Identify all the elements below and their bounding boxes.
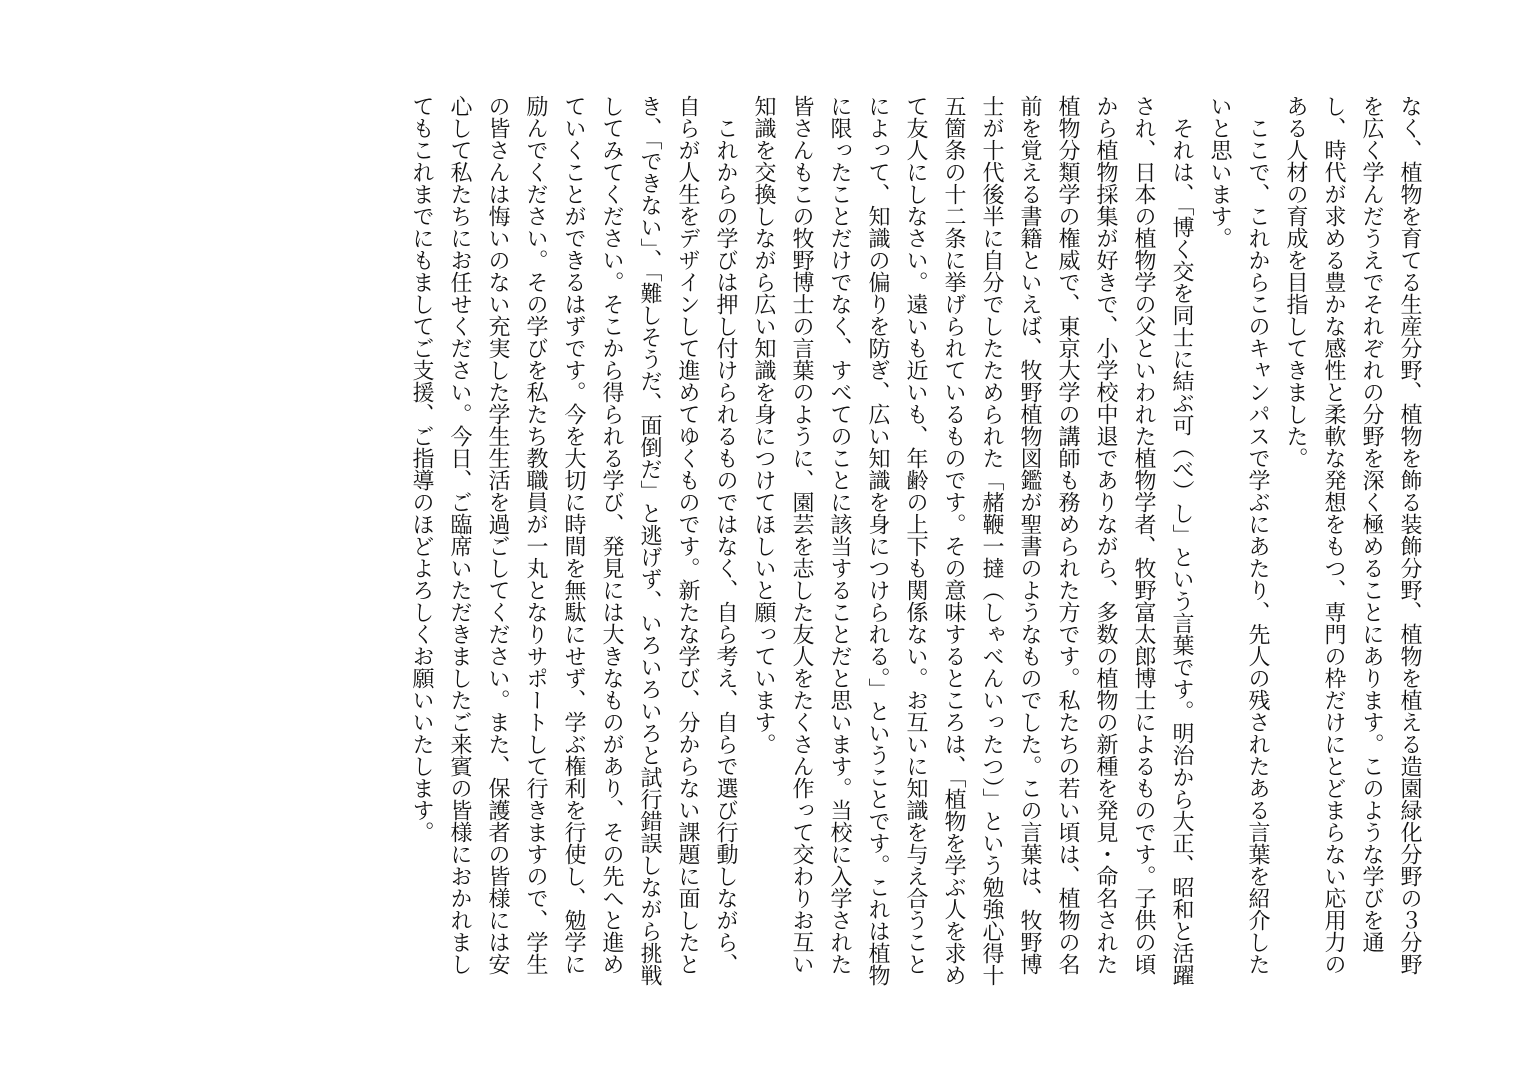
paragraph-future-learning: これからの学びは押し付けられるものではなく、自ら考え、自らで選び行動しながら、自らが人生をデザインして進めてゆくものです。新たな学び、分からない課題に面したとき、「できない」、「難しそうだ、面倒だ」と逃げず、いろいろいろと試行錯誤しながら挑戦してみてください。そこから得られる学び、発見には大きなものがあり、その先へと進めていくことができるはずです。今を大切に時間を無駄にせず、学ぶ権利を行使し、勉学に励んでください。その学びを私たち教職員が一丸となりサポートして行きますので、学生の皆さんは悔いのない充実した学生生活を過ごしてください。また、保護者の皆様には安心して私たちにお任せください。今日、ご臨席いただきましたご来賓の皆様におかれましてもこれまでにもましてご支援、ご指導のほどよろしくお願いいたします。	[409, 95, 738, 986]
vertical-text-body	[108, 95, 1428, 995]
paragraph-intro-continued: なく、植物を育てる生産分野、植物を飾る装飾分野、植物を植える造園緑化分野の３分野を広く学んだうえでそれぞれの分野を深く極めることにあります。このような学びを通し、時代が求める豊かな感性と柔軟な発想をもつ、専門の枠だけにとどまらない応用力のある人材の育成を目指してきました。	[1283, 95, 1422, 975]
paragraph-introduce-words: ここで、これからこのキャンパスで学ぶにあたり、先人の残されたある言葉を紹介したいと思います。	[1207, 95, 1270, 975]
paragraph-makino-quote: それは、「博く交を同士に結ぶ可（べ）し」という言葉です。明治から大正、昭和と活躍され、日本の植物学の父といわれた植物学者、牧野富太郎博士によるものです。子供の頃から植物採集が好きで、小学校中退でありながら、多数の植物の新種を発見・命名された植物分類学の権威で、東京大学の講師も務められた方です。私たちの若い頃は、植物の名前を覚える書籍といえば、牧野植物図鑑が聖書のようなものでした。この言葉は、牧野博士が十代後半に自分でしたためられた「赭鞭一撻（しゃべんいったつ）」という勉強心得十五箇条の十二条に挙げられているものです。その意味するところは、「植物を学ぶ人を求めて友人にしなさい。遠いも近いも、年齢の上下も関係ない。お互いに知識を与え合うことによって、知識の偏りを防ぎ、広い知識を身につけられる。」ということです。これは植物に限ったことだけでなく、すべてのことに該当することだと思います。当校に入学された皆さんもこの牧野博士の言葉のように、園芸を志した友人をたくさん作って交わりお互い知識を交換しながら広い知識を身につけてほしいと願っています。	[751, 95, 1194, 986]
